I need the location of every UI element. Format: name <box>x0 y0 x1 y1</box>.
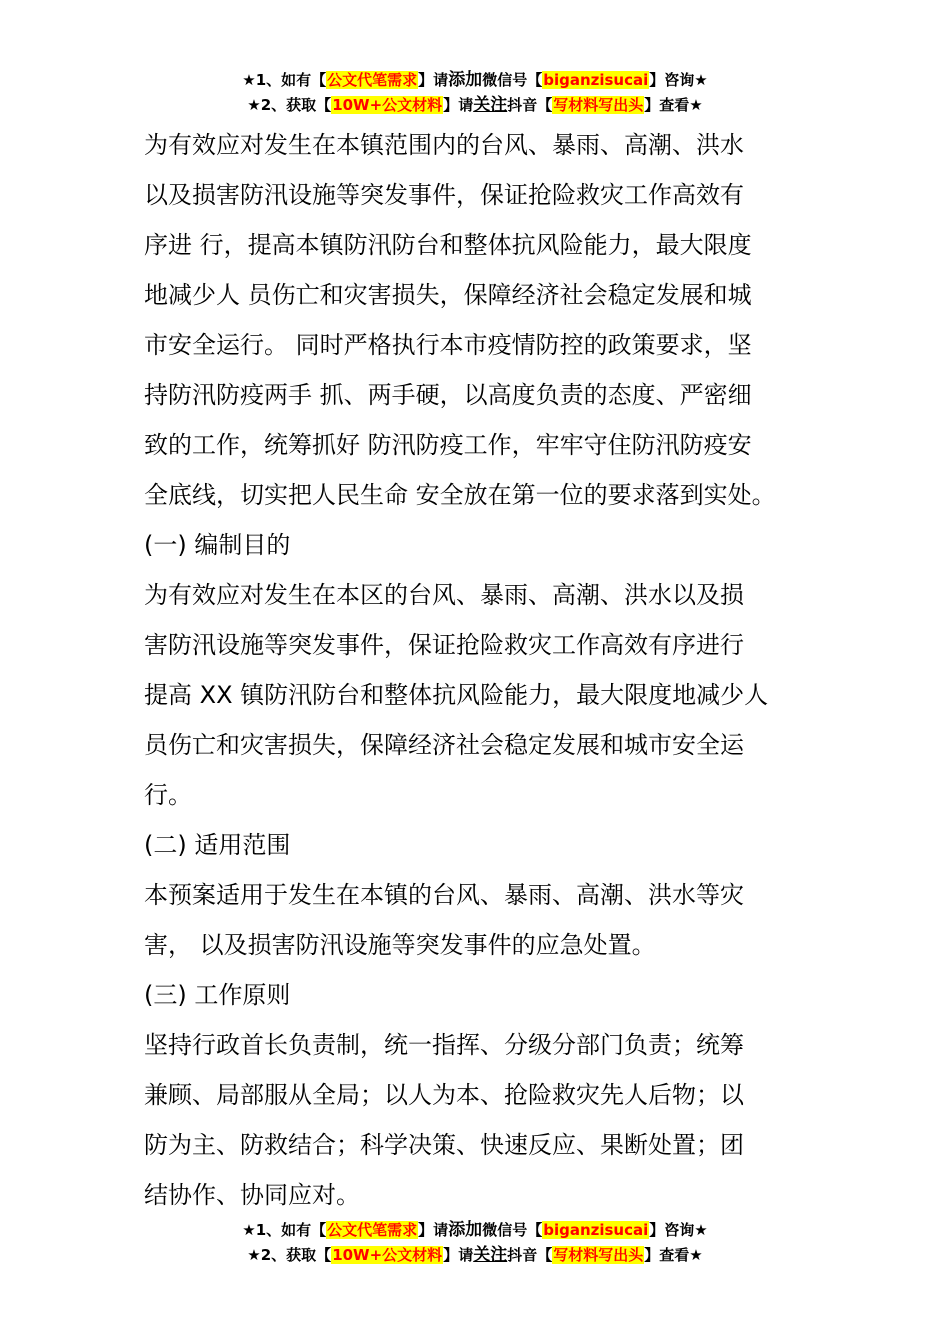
banner-text: 微信号【 <box>482 1221 543 1239</box>
banner-text: 】请 <box>418 1221 449 1239</box>
banner-text: ★2、获取【 <box>247 1246 332 1264</box>
body-line: 本预案适用于发生在本镇的台风、暴雨、高潮、洪水等灾 <box>144 881 744 909</box>
body-line: 持防汛防疫两手 抓、两手硬，以高度负责的态度、严密细 <box>144 381 752 409</box>
banner-text: 抖音【 <box>507 96 553 114</box>
section-heading-purpose: (一) 编制目的 <box>144 531 291 559</box>
banner-text: 】查看★ <box>644 1246 703 1264</box>
banner-emphasis: 添加 <box>448 1220 483 1240</box>
banner-line-1 <box>0 68 950 93</box>
body-line: 全底线，切实把人民生命 安全放在第一位的要求落到实处。 <box>144 481 776 509</box>
banner-douyin-id: 写材料写出头 <box>553 1246 644 1264</box>
banner-line-2 <box>0 93 950 118</box>
banner-text: 】请 <box>443 1246 474 1264</box>
body-line: 结协作、协同应对。 <box>144 1181 360 1209</box>
body-line: 致的工作，统筹抓好 防汛防疫工作，牢牢守住防汛防疫安 <box>144 431 752 459</box>
banner-text: 】查看★ <box>644 96 703 114</box>
banner-text: ★1、如有【 <box>242 71 327 89</box>
body-line: 为有效应对发生在本区的台风、暴雨、高潮、洪水以及损 <box>144 581 744 609</box>
banner-emphasis: 关注 <box>473 95 508 115</box>
banner-line-1 <box>0 1218 950 1243</box>
banner-emphasis: 关注 <box>473 1245 508 1265</box>
body-line: 以及损害防汛设施等突发事件，保证抢险救灾工作高效有 <box>144 181 744 209</box>
banner-douyin-id: 写材料写出头 <box>553 96 644 114</box>
body-line: 为有效应对发生在本镇范围内的台风、暴雨、高潮、洪水 <box>144 131 744 159</box>
banner-wechat-id: biganzisucai <box>543 1221 649 1239</box>
body-line: 兼顾、局部服从全局；以人为本、抢险救灾先人后物；以 <box>144 1081 744 1109</box>
body-line: 序进 行，提高本镇防汛防台和整体抗风险能力，最大限度 <box>144 231 752 259</box>
banner-emphasis: 添加 <box>448 70 483 90</box>
banner-text: 微信号【 <box>482 71 543 89</box>
banner-highlight: 公文代笔需求 <box>327 71 418 89</box>
header-banner <box>0 68 950 118</box>
body-line: 市安全运行。 同时严格执行本市疫情防控的政策要求，坚 <box>144 331 752 359</box>
banner-text: 抖音【 <box>507 1246 553 1264</box>
banner-highlight: 10W+公文材料 <box>332 96 443 114</box>
body-line: 行。 <box>144 781 192 809</box>
body-line: 提高 XX 镇防汛防台和整体抗风险能力，最大限度地减少人 <box>144 681 769 709</box>
banner-highlight: 10W+公文材料 <box>332 1246 443 1264</box>
section-heading-principles: (三) 工作原则 <box>144 981 291 1009</box>
banner-text: 】咨询★ <box>649 1221 708 1239</box>
banner-line-2 <box>0 1243 950 1268</box>
body-line: 防为主、防救结合；科学决策、快速反应、果断处置；团 <box>144 1131 744 1159</box>
body-line: 害， 以及损害防汛设施等突发事件的应急处置。 <box>144 931 656 959</box>
banner-text: 】请 <box>418 71 449 89</box>
body-line: 害防汛设施等突发事件，保证抢险救灾工作高效有序进行 <box>144 631 744 659</box>
banner-highlight: 公文代笔需求 <box>327 1221 418 1239</box>
banner-text: ★2、获取【 <box>247 96 332 114</box>
banner-text: 】请 <box>443 96 474 114</box>
footer-banner <box>0 1218 950 1268</box>
document-body <box>144 120 809 1220</box>
body-line: 坚持行政首长负责制，统一指挥、分级分部门负责；统筹 <box>144 1031 744 1059</box>
banner-text: 】咨询★ <box>649 71 708 89</box>
banner-text: ★1、如有【 <box>242 1221 327 1239</box>
body-line: 员伤亡和灾害损失，保障经济社会稳定发展和城市安全运 <box>144 731 744 759</box>
body-line: 地减少人 员伤亡和灾害损失，保障经济社会稳定发展和城 <box>144 281 752 309</box>
banner-wechat-id: biganzisucai <box>543 71 649 89</box>
section-heading-scope: (二) 适用范围 <box>144 831 291 859</box>
